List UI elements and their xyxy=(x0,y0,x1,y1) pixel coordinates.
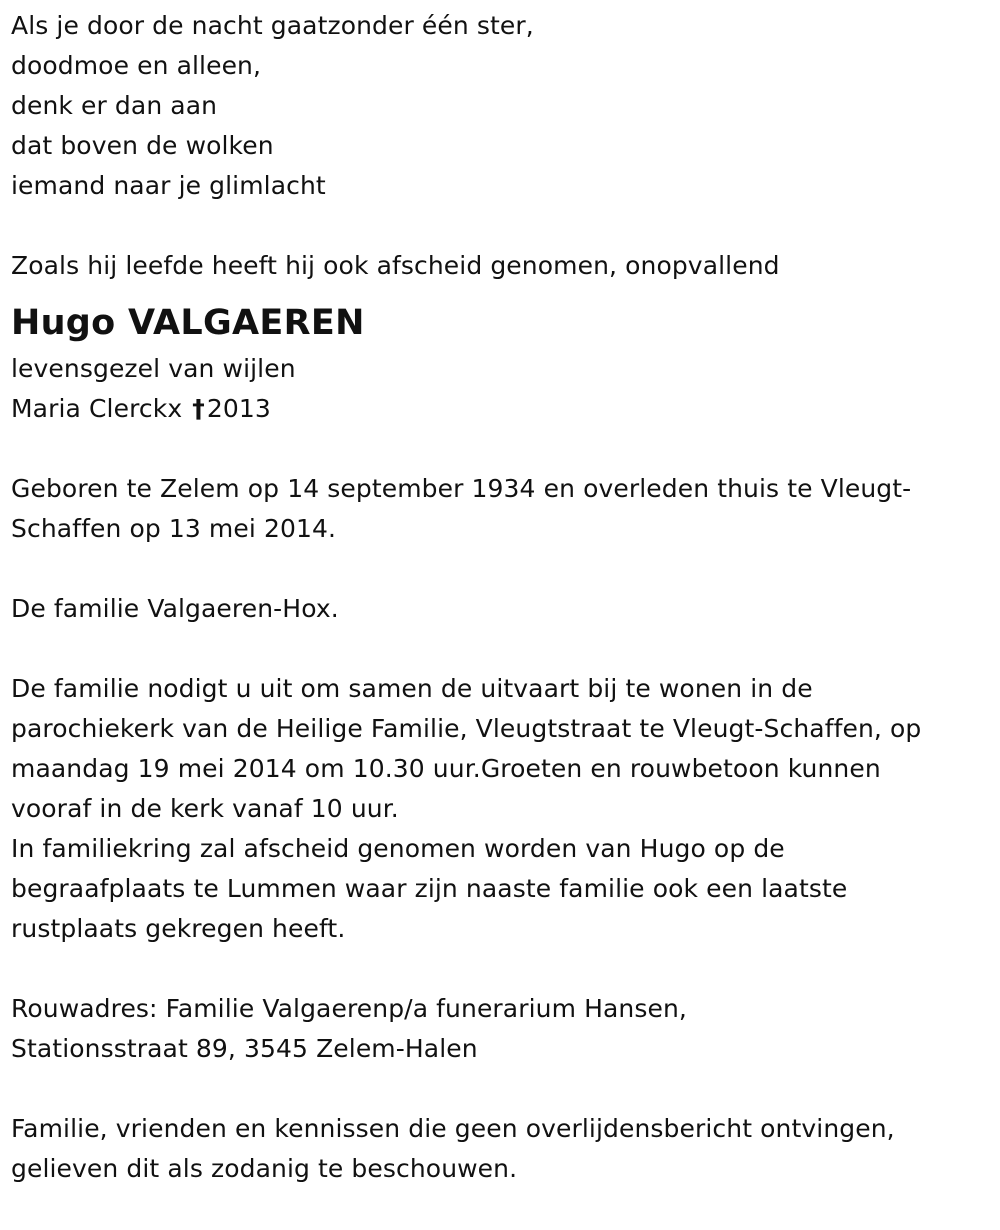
birth-death-paragraph xyxy=(11,469,1000,549)
funeral-line: parochiekerk van de Heilige Familie, Vleugtstraat te Vleugt-Schaffen, op xyxy=(11,714,922,743)
partner-name: Maria Clerckx xyxy=(11,394,183,423)
funeral-line: De familie nodigt u uit om samen de uitvaart bij te wonen in de xyxy=(11,674,813,703)
partner-year: 2013 xyxy=(206,394,271,423)
poem-line: dat boven de wolken xyxy=(11,131,274,160)
spacer xyxy=(11,949,1000,989)
funeral-line: In familiekring zal afscheid genomen worden van Hugo op de xyxy=(11,834,785,863)
deceased-name: Hugo VALGAEREN xyxy=(11,303,365,343)
closing-line: Familie, vrienden en kennissen die geen overlijdensbericht ontvingen, xyxy=(11,1114,895,1143)
intro-text: Zoals hij leefde heeft hij ook afscheid genomen, onopvallend xyxy=(11,251,780,280)
funeral-line: begraafplaats te Lummen waar zijn naaste familie ook een laatste xyxy=(11,874,848,903)
cross-icon: † xyxy=(192,394,205,423)
spacer xyxy=(11,629,1000,669)
poem-line: denk er dan aan xyxy=(11,91,218,120)
funeral-line: rustplaats gekregen heeft. xyxy=(11,914,346,943)
closing-line: gelieven dit als zodanig te beschouwen. xyxy=(11,1154,518,1183)
relation-text: levensgezel van wijlen xyxy=(11,354,296,383)
poem-line: Als je door de nacht gaatzonder één ster, xyxy=(11,11,534,40)
address-paragraph xyxy=(11,989,1000,1069)
spacer xyxy=(11,429,1000,469)
spacer xyxy=(11,549,1000,589)
closing-paragraph xyxy=(11,1109,1000,1189)
poem-line: iemand naar je glimlacht xyxy=(11,171,326,200)
spacer xyxy=(11,206,1000,246)
funeral-paragraph xyxy=(11,669,1000,949)
spacer xyxy=(11,1069,1000,1109)
partner-line xyxy=(11,389,1000,429)
birth-death-line: Geboren te Zelem op 14 september 1934 en overleden thuis te Vleugt- xyxy=(11,474,912,503)
funeral-line: maandag 19 mei 2014 om 10.30 uur.Groeten en rouwbetoon kunnen xyxy=(11,754,881,783)
birth-death-line: Schaffen op 13 mei 2014. xyxy=(11,514,337,543)
address-line: Rouwadres: Familie Valgaerenp/a funerarium Hansen, xyxy=(11,994,687,1023)
address-line: Stationsstraat 89, 3545 Zelem-Halen xyxy=(11,1034,478,1063)
poem xyxy=(11,6,1000,206)
family-text: De familie Valgaeren-Hox. xyxy=(11,594,339,623)
funeral-line: vooraf in de kerk vanaf 10 uur. xyxy=(11,794,399,823)
poem-line: doodmoe en alleen, xyxy=(11,51,262,80)
